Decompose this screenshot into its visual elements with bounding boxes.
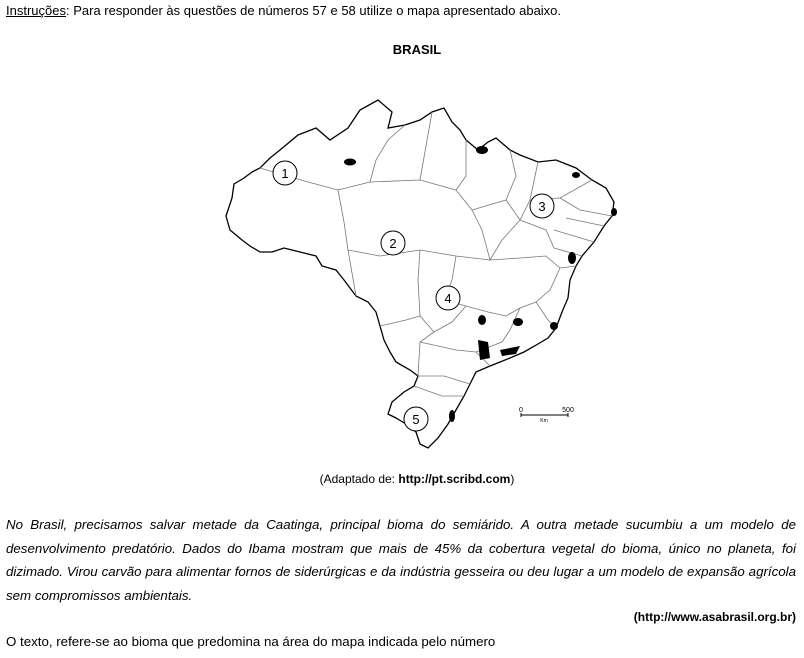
region-marker-4 xyxy=(436,286,460,310)
region-number-2: 2 xyxy=(389,236,397,251)
scale-end: 500 xyxy=(562,407,574,414)
region-marker-1 xyxy=(273,161,297,185)
text-paragraph: No Brasil, precisamos salvar metade da Caatinga, principal bioma do semiárido. A outra metade sucumbiu a um modelo de desenvolvimento predatório. Dados do Ibama mostram que mais de 45% da cobertura vegetal do bioma, único no planeta, foi dizimado. Virou carvão para alimentar fornos de siderúrgicas e da indústria gesseira ou deu lugar a um modelo de expansão agrícola sem compromissos ambientais. xyxy=(6,517,796,603)
source-suffix: ) xyxy=(510,472,515,486)
region-number-1: 1 xyxy=(281,166,289,181)
brazil-map xyxy=(220,80,630,460)
region-number-5: 5 xyxy=(412,412,420,427)
region-marker-2 xyxy=(381,231,405,255)
instructions-line xyxy=(6,3,561,18)
region-number-4: 4 xyxy=(444,291,452,306)
instructions-label: Instruções xyxy=(6,3,66,18)
region-marker-5 xyxy=(404,407,428,431)
brazil-map-svg xyxy=(220,80,630,460)
region-marker-3 xyxy=(530,194,554,218)
instructions-text: : Para responder às questões de números 57 e 58 utilize o mapa apresentado abaixo. xyxy=(65,3,562,18)
question-text: O texto, refere-se ao bioma que predomina na área do mapa indicada pelo número xyxy=(6,634,496,649)
text-citation: (http://www.asabrasil.org.br) xyxy=(633,610,796,624)
map-scale xyxy=(518,405,578,425)
scale-unit: Km xyxy=(540,418,548,424)
map-source xyxy=(0,472,804,486)
source-url: http://pt.scribd.com xyxy=(398,472,511,486)
region-number-3: 3 xyxy=(538,199,546,214)
source-prefix: (Adaptado de: xyxy=(319,472,399,486)
map-title: BRASIL xyxy=(392,42,442,57)
brazil-outline xyxy=(226,100,614,448)
scale-start: 0 xyxy=(519,407,523,414)
